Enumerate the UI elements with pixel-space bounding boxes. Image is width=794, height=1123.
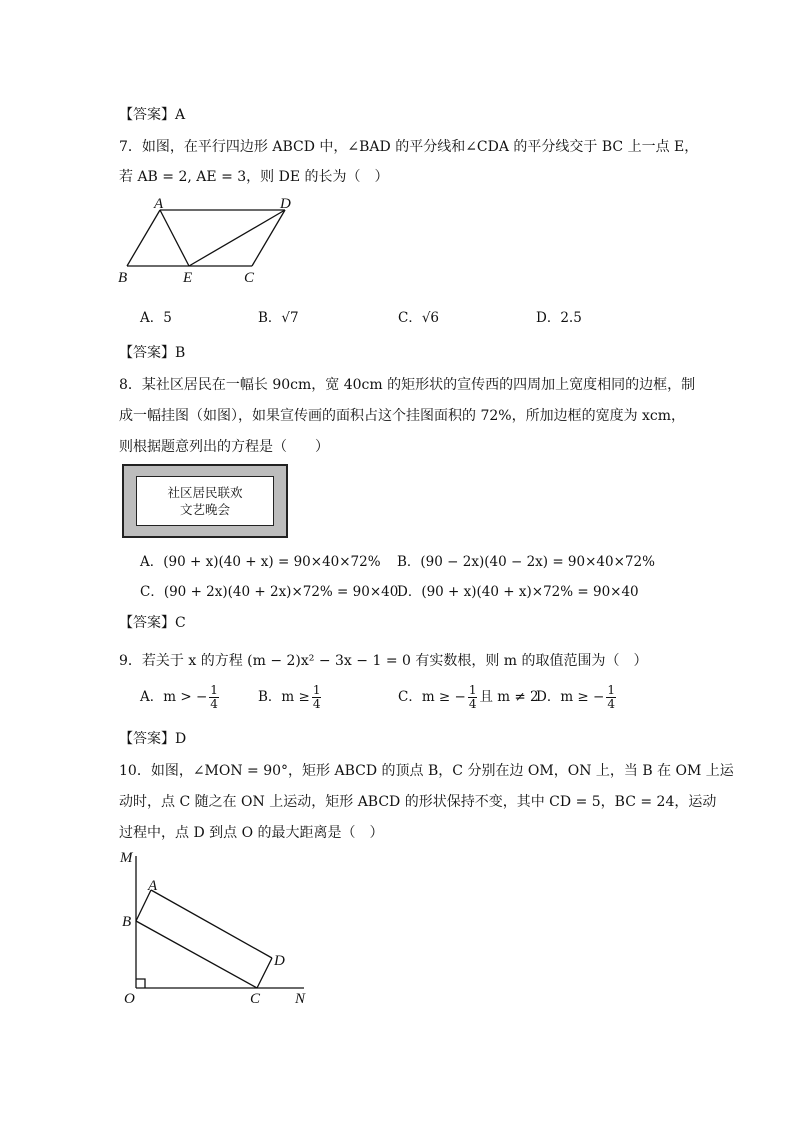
q8-text-line3: 则根据题意列出的方程是（ ） — [119, 439, 329, 455]
q7-option-a: A．5 — [140, 310, 172, 326]
q7-option-b: B．√7 — [258, 310, 299, 326]
q9-option-d — [536, 684, 618, 711]
q9-option-b-prefix: B．m ≥ — [258, 689, 310, 705]
q8-poster-frame — [122, 464, 288, 538]
q7-edge-ab — [127, 210, 160, 266]
q7-option-d: D．2.5 — [536, 310, 582, 326]
q10-text-line1: 10．如图，∠MON = 90°，矩形 ABCD 的顶点 B，C 分别在边 OM，ON 上，当 B 在 OM 上运 — [119, 763, 734, 779]
q7-label-c: C — [244, 270, 255, 286]
q10-label-o: O — [124, 991, 135, 1007]
q9-option-b-fraction: $\frac{1}{4}$ — [312, 683, 321, 711]
q9-option-b — [258, 684, 323, 711]
q10-edge-da — [151, 890, 272, 958]
q8-option-c: C．(90 + 2x)(40 + 2x)×72% = 90×40 — [140, 584, 399, 600]
q9-option-c-fraction: $\frac{1}{4}$ — [468, 683, 477, 711]
q7-text-line2: 若 AB = 2, AE = 3，则 DE 的长为（ ） — [119, 169, 389, 185]
q8-text-line2: 成一幅挂图（如图），如果宣传画的面积占这个挂图面积的 72%，所加边框的宽度为 xcm， — [119, 408, 686, 424]
q9-answer: 【答案】D — [119, 731, 187, 747]
q8-poster-line1: 社区居民联欢 — [167, 485, 243, 500]
q7-edge-cd — [252, 210, 285, 266]
q8-text-line1: 8．某社区居民在一幅长 90cm，宽 40cm 的矩形状的宣传西的四周加上宽度相同的边框，制 — [119, 377, 696, 393]
q7-parallelogram-figure — [116, 194, 306, 286]
q7-label-a: A — [154, 196, 164, 212]
q7-segment-de — [189, 210, 285, 266]
q8-option-a: A．(90 + x)(40 + x) = 90×40×72% — [140, 554, 381, 570]
q7-label-b: B — [118, 270, 128, 286]
q10-text-line3: 过程中，点 D 到点 O 的最大距离是（ ） — [119, 825, 384, 841]
q10-label-c: C — [250, 991, 261, 1007]
q7-label-e: E — [183, 270, 193, 286]
q9-option-c-prefix: C．m ≥ − — [398, 689, 466, 705]
q8-option-d: D．(90 + x)(40 + x)×72% = 90×40 — [397, 584, 639, 600]
q10-text-line2: 动时，点 C 随之在 ON 上运动，矩形 ABCD 的形状保持不变，其中 CD = 5，BC = 24，运动 — [119, 794, 717, 810]
q10-label-m: M — [120, 850, 133, 866]
q9-option-a — [140, 684, 221, 711]
q9-option-a-prefix: A．m > − — [140, 689, 208, 705]
q9-option-d-fraction: $\frac{1}{4}$ — [607, 683, 615, 711]
q10-label-a: A — [148, 878, 158, 894]
q8-option-b: B．(90 − 2x)(40 − 2x) = 90×40×72% — [397, 554, 655, 570]
q8-poster-inner — [136, 476, 274, 526]
q7-option-c: C．√6 — [398, 310, 440, 326]
q10-label-d: D — [274, 953, 285, 969]
q9-option-a-fraction: $\frac{1}{4}$ — [210, 683, 218, 711]
q7-text-line1: 7．如图，在平行四边形 ABCD 中，∠BAD 的平分线和∠CDA 的平分线交于 BC 上一点 E， — [119, 139, 699, 155]
q6-answer: 【答案】A — [119, 107, 186, 123]
q8-poster-line2: 文艺晚会 — [179, 502, 230, 517]
q10-edge-cd — [257, 958, 272, 988]
q7-segment-ae — [160, 210, 189, 266]
q9-option-c-suffix: 且 m ≠ 2 — [479, 689, 539, 705]
q10-right-angle-mark — [136, 979, 145, 988]
q10-label-b: B — [122, 914, 132, 930]
q7-answer: 【答案】B — [119, 345, 186, 361]
q10-edge-ab — [136, 890, 151, 921]
q7-label-d: D — [280, 196, 291, 212]
q9-option-d-prefix: D．m ≥ − — [536, 689, 605, 705]
q10-edge-bc — [136, 921, 257, 988]
q10-rectangle-figure — [114, 846, 314, 1008]
q10-label-n: N — [295, 991, 306, 1007]
q9-text-line1: 9．若关于 x 的方程 (m − 2)x² − 3x − 1 = 0 有实数根，则 m 的取值范围为（ ） — [119, 653, 648, 669]
q9-option-c — [398, 684, 539, 711]
q8-answer: 【答案】C — [119, 615, 186, 631]
